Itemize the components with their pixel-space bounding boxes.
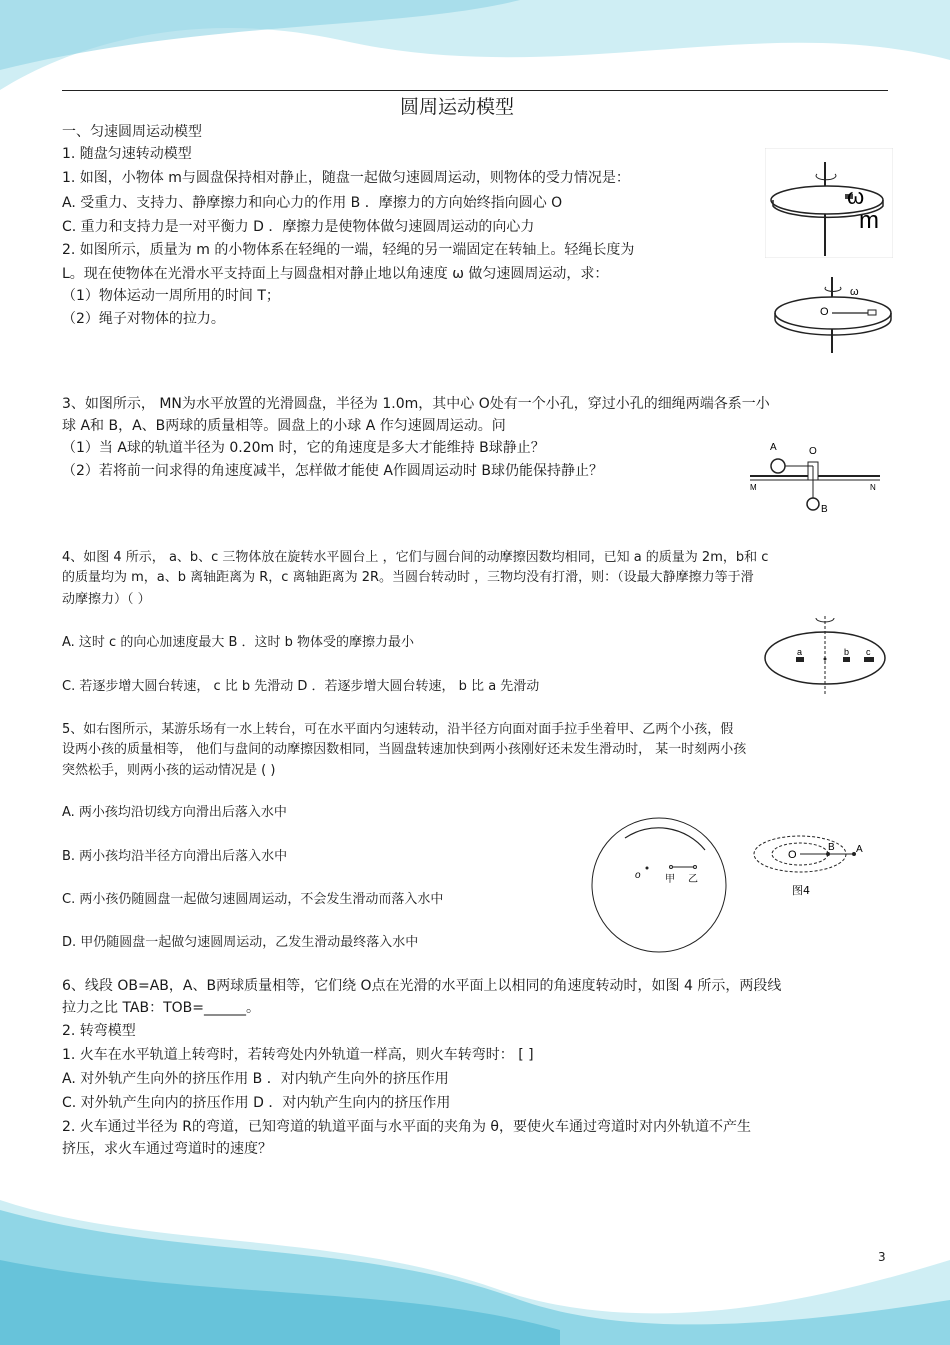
mass-label: m <box>859 207 879 234</box>
center-label: O <box>820 306 829 318</box>
m-label: M <box>750 483 757 492</box>
text-line: 2. 火车通过半径为 R的弯道，已知弯道的轨道平面与水平面的夹角为 θ，要使火车通过弯道时对内外轨道不产生 <box>62 1119 751 1135</box>
text-line: 4、如图 4 所示， a、b、c 三物体放在旋转水平圆台上 ，它们与圆台间的动摩擦因数均相同，已知 a 的质量为 2m，b和 c <box>62 550 769 565</box>
text-line: 挤压，求火车通过弯道时的速度？ <box>62 1141 272 1157</box>
text-line: 的质量均为 m，a、b 离轴距离为 R，c 离轴距离为 2R。当圆台转动时 ，三物均没有打滑，则：（设最大静摩擦力等于滑 <box>62 570 754 585</box>
ball-b-label: B <box>821 504 828 515</box>
page-number: 3 <box>878 1250 886 1264</box>
text-line: （2）绳子对物体的拉力。 <box>62 311 225 327</box>
point-b-label: B <box>828 842 835 853</box>
header-rule <box>62 90 888 91</box>
text-line: 2. 如图所示，质量为 m 的小物体系在轻绳的一端，轻绳的另一端固定在转轴上。轻绳长度为 <box>62 242 635 258</box>
text-line: A. 受重力、支持力、静摩擦力和向心力的作用 B ．摩擦力的方向始终指向圆心 O <box>62 195 563 211</box>
center-label: o <box>635 870 641 881</box>
figure-caption: 图4 <box>792 884 810 897</box>
text-line: 3、如图所示， MN为水平放置的光滑圆盘，半径为 1.0m，其中心 O处有一个小孔，穿过小孔的细绳两端各系一小 <box>62 396 770 412</box>
text-line: 拉力之比 TAB：TOB=______。 <box>62 1000 261 1016</box>
text-line: （2）若将前一问求得的角速度减半，怎样做才能使 A作圆周运动时 B球仍能保持静止？ <box>62 463 603 479</box>
text-line: 设两小孩的质量相等， 他们与盘间的动摩擦因数相同，当圆盘转速加快到两小孩刚好还未发生滑动时， 某一时刻两小孩 <box>62 742 747 757</box>
text-line: 突然松手，则两小孩的运动情况是 ( ) <box>62 763 276 778</box>
text-line: 一、匀速圆周运动模型 <box>62 124 202 140</box>
point-a-label: A <box>856 844 863 855</box>
n-label: N <box>870 483 876 492</box>
block-a-label: a <box>797 647 803 657</box>
block-c-label: c <box>866 647 871 657</box>
figure-rotating-disc <box>765 148 893 258</box>
text-line: C. 若逐步增大圆台转速， c 比 b 先滑动 D ．若逐步增大圆台转速， b 比 a 先滑动 <box>62 679 540 694</box>
text-line: C. 重力和支持力是一对平衡力 D ．摩擦力是使物体做匀速圆周运动的向心力 <box>62 219 535 235</box>
text-line: 5、如右图所示，某游乐场有一水上转台，可在水平面内匀速转动，沿半径方向面对面手拉手坐着甲、乙两个小孩，假 <box>62 722 734 737</box>
figure-turntable-abc <box>760 608 890 700</box>
figure-oab-orbits <box>750 830 870 902</box>
child-yi-label: 乙 <box>688 874 698 885</box>
text-line: 6、线段 OB=AB，A、B两球质量相等，它们绕 O点在光滑的水平面上以相同的角速度转动时，如图 4 所示，两段线 <box>62 978 782 994</box>
text-line: L。现在使物体在光滑水平支持面上与圆盘相对静止地以角速度 ω 做匀速圆周运动，求： <box>62 266 609 282</box>
omega-label: ω <box>847 184 865 209</box>
figure-string-disc <box>770 275 896 355</box>
text-line: C. 两小孩仍随圆盘一起做匀速圆周运动，不会发生滑动而落入水中 <box>62 892 444 907</box>
page-title: 圆周运动模型 <box>400 96 515 118</box>
figure-mn-plate <box>748 440 883 520</box>
text-line: 1. 如图，小物体 m与圆盘保持相对静止，随盘一起做匀速圆周运动，则物体的受力情况是： <box>62 170 630 186</box>
text-line: 球 A和 B，A、B两球的质量相等。圆盘上的小球 A 作匀速圆周运动。问 <box>62 418 506 434</box>
text-line: 1. 随盘匀速转动模型 <box>62 146 192 162</box>
text-line: 2. 转弯模型 <box>62 1023 136 1039</box>
text-line: A. 对外轨产生向外的挤压作用 B ．对内轨产生向外的挤压作用 <box>62 1071 449 1087</box>
text-line: A. 这时 c 的向心加速度最大 B ．这时 b 物体受的摩擦力最小 <box>62 635 415 650</box>
text-line: 动摩擦力）（ ） <box>62 592 151 607</box>
text-line: C. 对外轨产生向内的挤压作用 D ．对内轨产生向内的挤压作用 <box>62 1095 451 1111</box>
text-line: （1）物体运动一周所用的时间 T； <box>62 288 280 304</box>
figure-water-turntable <box>585 810 735 960</box>
child-jia-label: 甲 <box>665 874 675 885</box>
block-b-label: b <box>844 647 850 657</box>
text-line: D. 甲仍随圆盘一起做匀速圆周运动，乙发生滑动最终落入水中 <box>62 935 419 950</box>
hole-o-label: O <box>809 446 817 457</box>
text-line: A. 两小孩均沿切线方向滑出后落入水中 <box>62 805 287 820</box>
text-line: 1. 火车在水平轨道上转弯时，若转弯处内外轨道一样高，则火车转弯时： [ ] <box>62 1047 534 1063</box>
omega-label: ω <box>850 286 859 298</box>
ball-a-label: A <box>770 442 777 453</box>
text-line: B. 两小孩均沿半径方向滑出后落入水中 <box>62 849 288 864</box>
point-o-label: O <box>788 849 797 861</box>
text-line: （1）当 A球的轨道半径为 0.20m 时，它的角速度是多大才能维持 B球静止？ <box>62 440 545 456</box>
